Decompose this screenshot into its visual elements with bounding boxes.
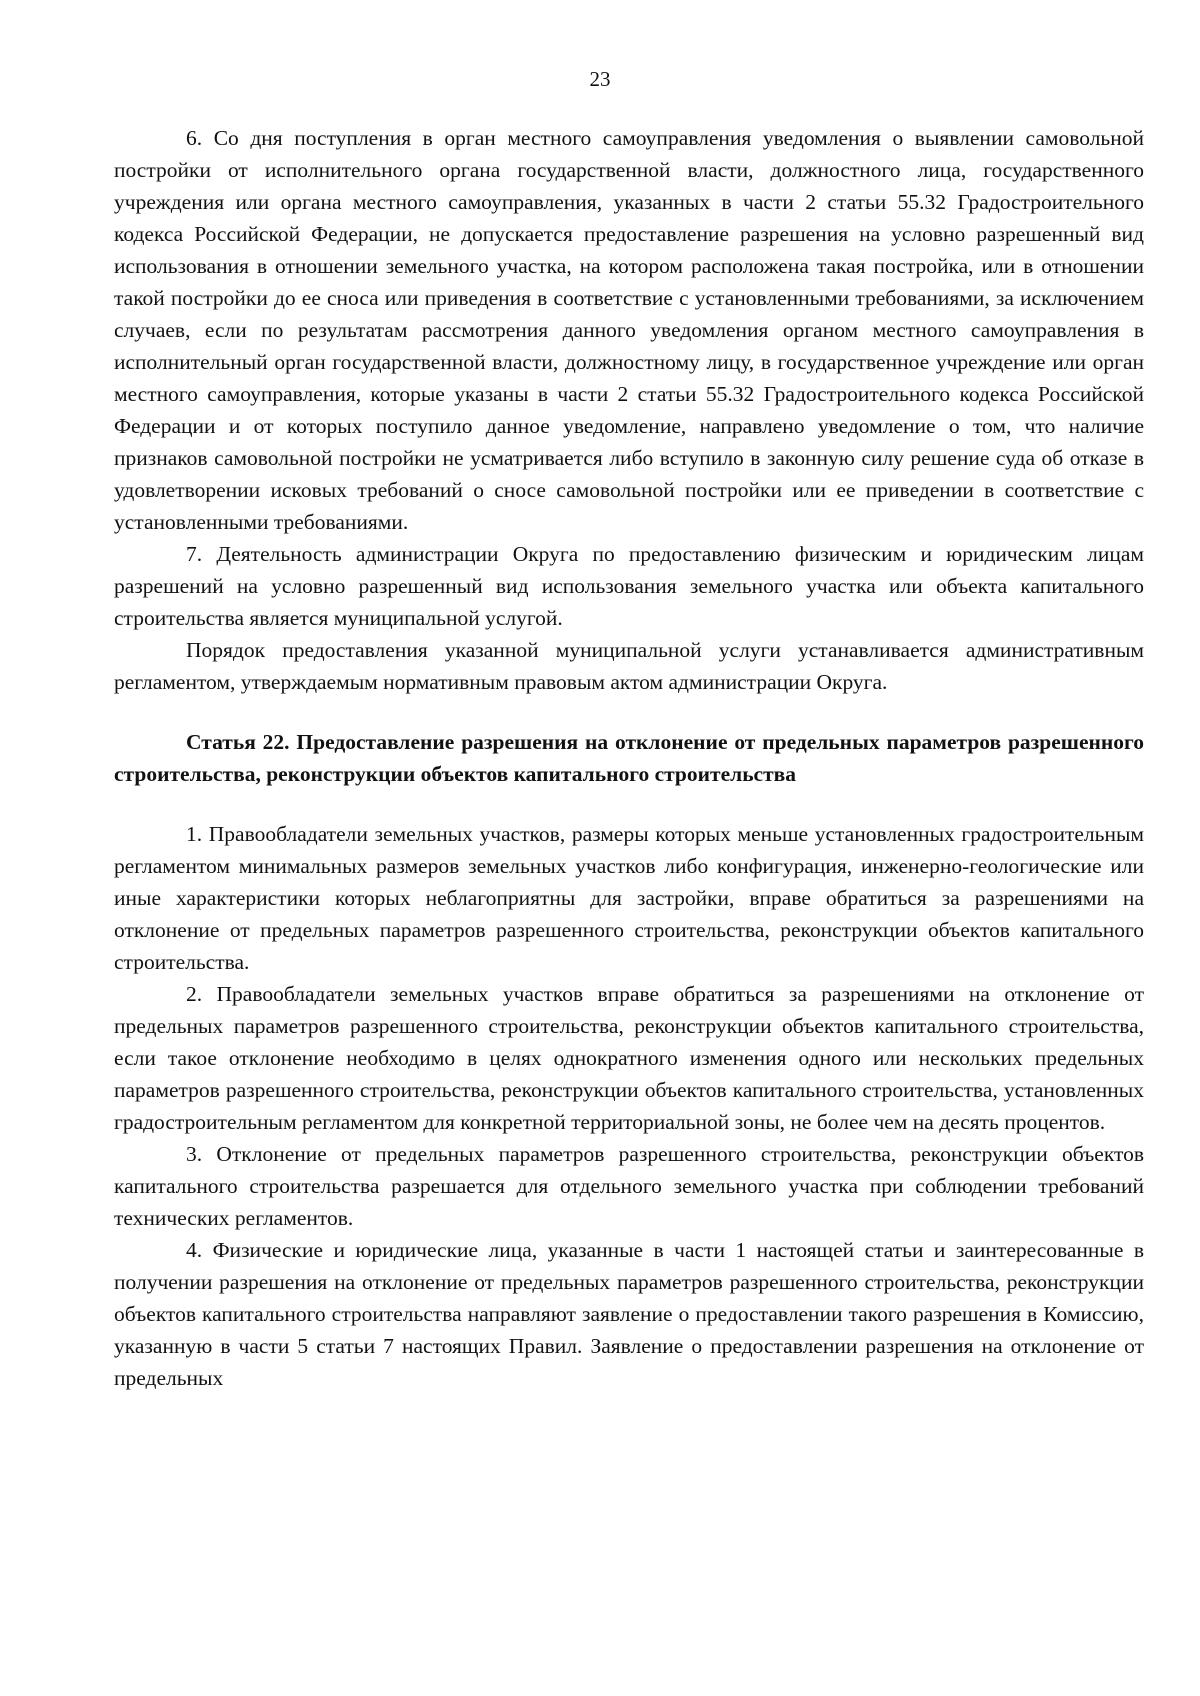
article-22-title: Статья 22. Предоставление разрешения на отклонение от предельных параметров разрешенного строительства, реконструкции объектов капитального строительства <box>114 730 1144 786</box>
spacer <box>114 698 1144 726</box>
paragraph-7: 7. Деятельность администрации Округа по предоставлению физическим и юридическим лицам разрешений на условно разрешенный вид использования земельного участка или объекта капитального строительства является муниципальной услугой. <box>114 542 1144 630</box>
spacer <box>114 790 1144 818</box>
article-22-paragraph-4: 4. Физические и юридические лица, указанные в части 1 настоящей статьи и заинтересованные в получении разрешения на отклонение от предельных параметров разрешенного строительства, реконструкции объектов капитального строительства направляют заявление о предоставлении такого разрешения в Комиссию, указанную в части 5 статьи 7 настоящих Правил. Заявление о предоставлении разрешения на отклонение от предельных <box>114 1238 1144 1390</box>
page-number: 23 <box>589 67 611 91</box>
article-22-paragraph-1: 1. Правообладатели земельных участков, размеры которых меньше установленных градостроительным регламентом минимальных размеров земельных участков либо конфигурация, инженерно-геологические или иные характеристики которых неблагоприятны для застройки, вправе обратиться за разрешениями на отклонение от предельных параметров разрешенного строительства, реконструкции объектов капитального строительства. <box>114 822 1144 974</box>
article-22-paragraph-2: 2. Правообладатели земельных участков вправе обратиться за разрешениями на отклонение от предельных параметров разрешенного строительства, реконструкции объектов капитального строительства, если такое отклонение необходимо в целях однократного изменения одного или нескольких предельных параметров разрешенного строительства, реконструкции объектов капитального строительства, установленных градостроительным регламентом для конкретной территориальной зоны, не более чем на десять процентов. <box>114 982 1144 1134</box>
paragraph-procedure: Порядок предоставления указанной муниципальной услуги устанавливается административным регламентом, утверждаемым нормативным правовым актом администрации Округа. <box>114 638 1144 694</box>
article-22-paragraph-3: 3. Отклонение от предельных параметров разрешенного строительства, реконструкции объектов капитального строительства разрешается для отдельного земельного участка при соблюдении требований технических регламентов. <box>114 1142 1144 1230</box>
document-body <box>114 122 1144 1394</box>
paragraph-6: 6. Со дня поступления в орган местного самоуправления уведомления о выявлении самовольной постройки от исполнительного органа государственной власти, должностного лица, государственного учреждения или органа местного самоуправления, указанных в части 2 статьи 55.32 Градостроительного кодекса Российской Федерации, не допускается предоставление разрешения на условно разрешенный вид использования в отношении земельного участка, на котором расположена такая постройка, или в отношении такой постройки до ее сноса или приведения в соответствие с установленными требованиями, за исключением случаев, если по результатам рассмотрения данного уведомления органом местного самоуправления в исполнительный орган государственной власти, должностному лицу, в государственное учреждение или орган местного самоуправления, которые указаны в части 2 статьи 55.32 Градостроительного кодекса Российской Федерации и от которых поступило данное уведомление, направлено уведомление о том, что наличие признаков самовольной постройки не усматривается либо вступило в законную силу решение суда об отказе в удовлетворении исковых требований о сносе самовольной постройки или ее приведении в соответствие с установленными требованиями. <box>114 126 1144 534</box>
